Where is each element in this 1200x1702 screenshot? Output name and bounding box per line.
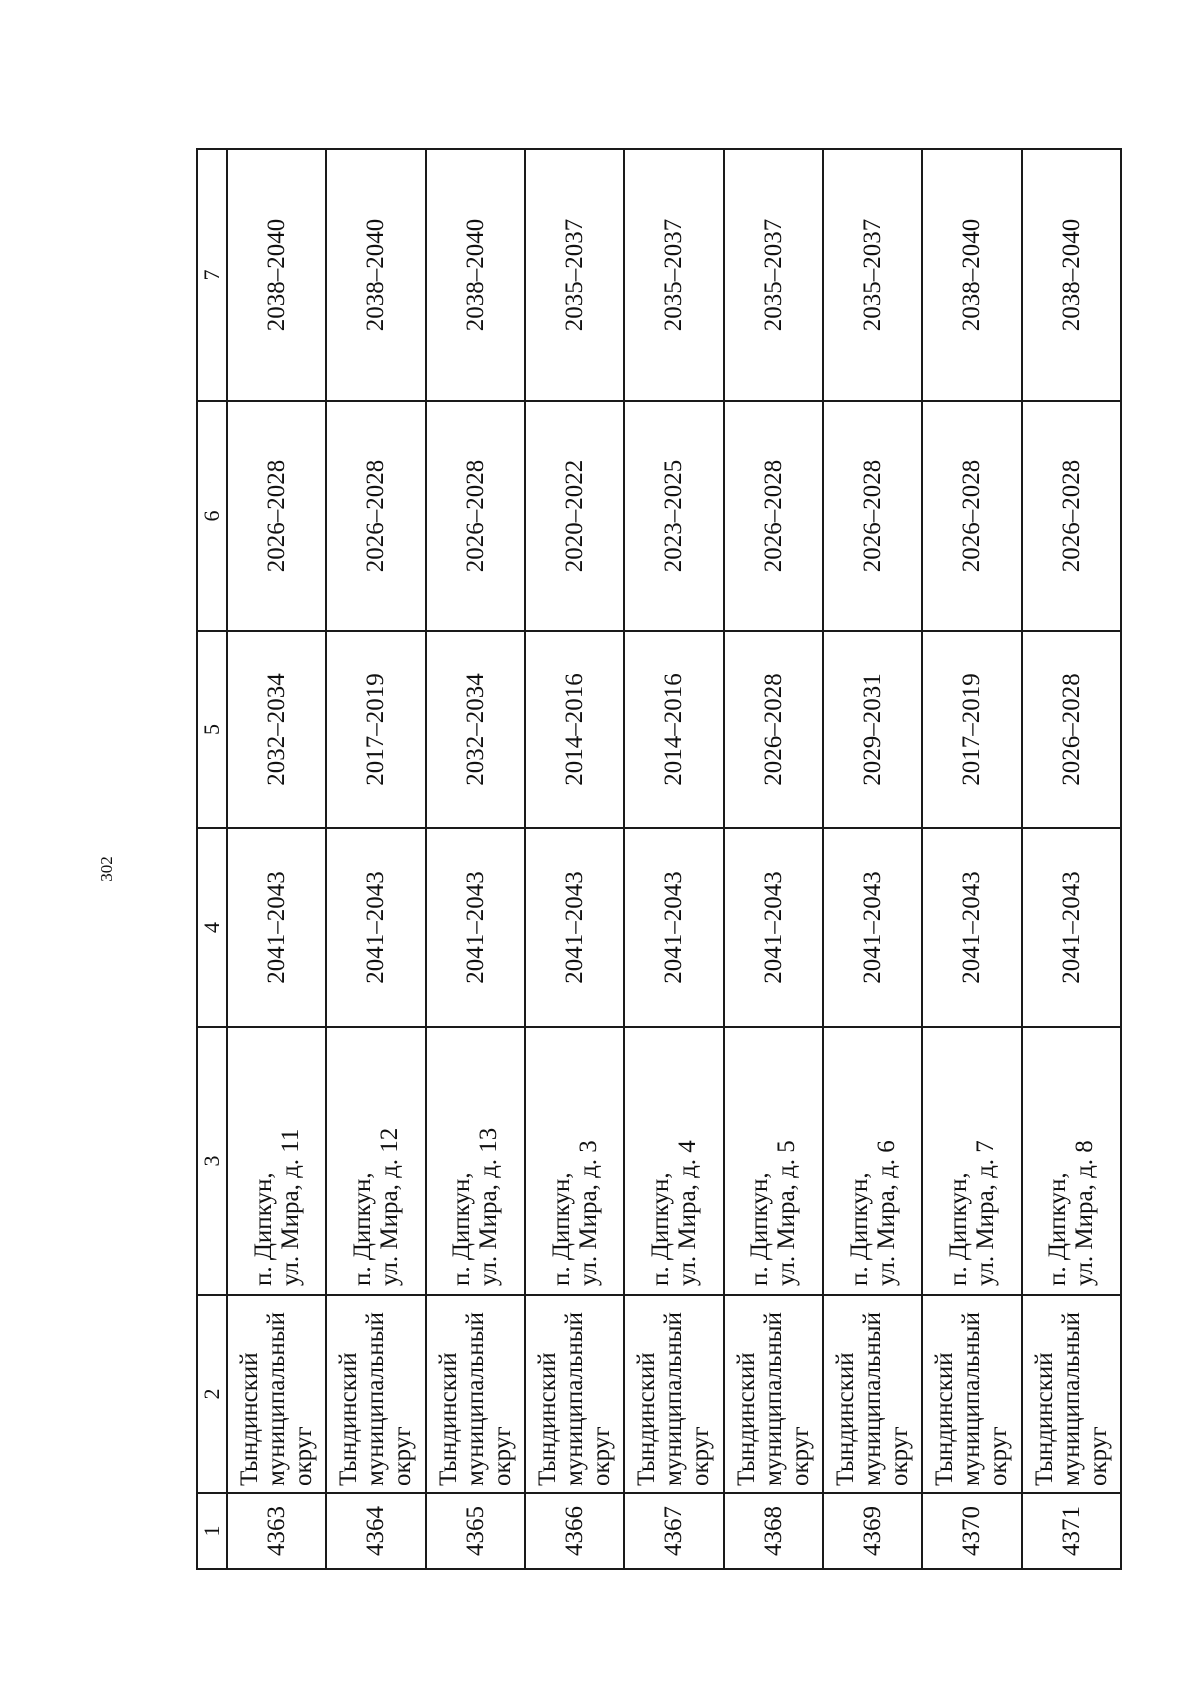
address-line: ул. Мира, д. 13 xyxy=(475,1127,503,1286)
col4-cell: 2041–2043 xyxy=(724,828,823,1027)
col5-cell: 2029–2031 xyxy=(823,631,922,828)
col7-cell: 2035–2037 xyxy=(624,149,723,401)
district-line: муниципальный xyxy=(561,1312,589,1486)
address-line: ул. Мира, д. 3 xyxy=(574,1140,602,1286)
header-cell-3: 3 xyxy=(197,1027,227,1295)
col6-cell: 2026–2028 xyxy=(922,401,1021,631)
district-line: муниципальный xyxy=(759,1312,787,1486)
address-cell xyxy=(426,1027,525,1295)
col7-cell: 2035–2037 xyxy=(525,149,624,401)
header-cell-7: 7 xyxy=(197,149,227,401)
page-number: 302 xyxy=(97,856,116,882)
address-line: ул. Мира, д. 4 xyxy=(673,1140,701,1286)
district-line: округ xyxy=(389,1426,417,1486)
col4-cell: 2041–2043 xyxy=(1022,828,1121,1027)
col5-cell: 2032–2034 xyxy=(227,631,326,828)
district-line: Тындинский xyxy=(832,1352,860,1486)
col4-cell: 2041–2043 xyxy=(922,828,1021,1027)
district-cell xyxy=(525,1295,624,1493)
col7-cell: 2038–2040 xyxy=(922,149,1021,401)
col4-cell: 2041–2043 xyxy=(823,828,922,1027)
header-cell-4: 4 xyxy=(197,828,227,1027)
district-line: муниципальный xyxy=(958,1312,986,1486)
table-row xyxy=(724,149,823,1569)
district-cell xyxy=(426,1295,525,1493)
row-id: 4365 xyxy=(426,1493,525,1569)
address-cell xyxy=(922,1027,1021,1295)
address-line: п. Дипкун, xyxy=(845,1172,873,1286)
row-id: 4363 xyxy=(227,1493,326,1569)
address-line: п. Дипкун, xyxy=(249,1172,277,1286)
row-id: 4368 xyxy=(724,1493,823,1569)
district-line: муниципальный xyxy=(859,1312,887,1486)
district-line: округ xyxy=(1084,1426,1112,1486)
rotated-table-container xyxy=(196,150,1122,1570)
district-cell xyxy=(922,1295,1021,1493)
address-line: п. Дипкун, xyxy=(348,1172,376,1286)
col7-cell: 2038–2040 xyxy=(426,149,525,401)
col5-cell: 2014–2016 xyxy=(525,631,624,828)
address-line: ул. Мира, д. 8 xyxy=(1071,1140,1099,1286)
col4-cell: 2041–2043 xyxy=(624,828,723,1027)
address-line: ул. Мира, д. 6 xyxy=(872,1140,900,1286)
address-line: ул. Мира, д. 11 xyxy=(276,1128,304,1286)
col5-cell: 2017–2019 xyxy=(922,631,1021,828)
table-body xyxy=(227,149,1121,1569)
address-cell xyxy=(1022,1027,1121,1295)
district-cell xyxy=(1022,1295,1121,1493)
col7-cell: 2038–2040 xyxy=(326,149,425,401)
district-line: округ xyxy=(886,1426,914,1486)
address-line: ул. Мира, д. 12 xyxy=(375,1127,403,1286)
col6-cell: 2020–2022 xyxy=(525,401,624,631)
address-line: п. Дипкун, xyxy=(448,1172,476,1286)
row-id: 4366 xyxy=(525,1493,624,1569)
district-line: Тындинский xyxy=(236,1352,264,1486)
district-line: округ xyxy=(985,1426,1013,1486)
district-line: округ xyxy=(588,1426,616,1486)
district-line: округ xyxy=(786,1426,814,1486)
table-row xyxy=(426,149,525,1569)
district-line: муниципальный xyxy=(263,1312,291,1486)
district-cell xyxy=(227,1295,326,1493)
table-row xyxy=(1022,149,1121,1569)
district-line: Тындинский xyxy=(633,1352,661,1486)
col5-cell: 2026–2028 xyxy=(724,631,823,828)
col4-cell: 2041–2043 xyxy=(326,828,425,1027)
row-id: 4364 xyxy=(326,1493,425,1569)
col6-cell: 2026–2028 xyxy=(724,401,823,631)
district-cell xyxy=(724,1295,823,1493)
address-cell xyxy=(823,1027,922,1295)
district-cell xyxy=(624,1295,723,1493)
col6-cell: 2026–2028 xyxy=(426,401,525,631)
data-table xyxy=(196,148,1122,1570)
table-header xyxy=(197,149,227,1569)
district-line: муниципальный xyxy=(461,1312,489,1486)
district-line: Тындинский xyxy=(434,1352,462,1486)
address-cell xyxy=(326,1027,425,1295)
district-line: муниципальный xyxy=(362,1312,390,1486)
col7-cell: 2038–2040 xyxy=(227,149,326,401)
address-line: ул. Мира, д. 7 xyxy=(971,1140,999,1286)
header-cell-6: 6 xyxy=(197,401,227,631)
header-cell-1: 1 xyxy=(197,1493,227,1569)
col4-cell: 2041–2043 xyxy=(525,828,624,1027)
district-cell xyxy=(823,1295,922,1493)
col6-cell: 2023–2025 xyxy=(624,401,723,631)
row-id: 4370 xyxy=(922,1493,1021,1569)
col4-cell: 2041–2043 xyxy=(227,828,326,1027)
table-row xyxy=(922,149,1021,1569)
row-id: 4369 xyxy=(823,1493,922,1569)
col7-cell: 2035–2037 xyxy=(724,149,823,401)
col6-cell: 2026–2028 xyxy=(227,401,326,631)
header-cell-5: 5 xyxy=(197,631,227,828)
col6-cell: 2026–2028 xyxy=(1022,401,1121,631)
row-id: 4371 xyxy=(1022,1493,1121,1569)
district-line: Тындинский xyxy=(1030,1352,1058,1486)
district-line: округ xyxy=(687,1426,715,1486)
district-cell xyxy=(326,1295,425,1493)
address-line: п. Дипкун, xyxy=(547,1172,575,1286)
address-line: п. Дипкун, xyxy=(1044,1172,1072,1286)
table-row xyxy=(525,149,624,1569)
address-line: ул. Мира, д. 5 xyxy=(773,1140,801,1286)
col7-cell: 2035–2037 xyxy=(823,149,922,401)
address-line: п. Дипкун, xyxy=(944,1172,972,1286)
address-cell xyxy=(624,1027,723,1295)
district-line: муниципальный xyxy=(660,1312,688,1486)
table-row xyxy=(624,149,723,1569)
address-cell xyxy=(525,1027,624,1295)
col7-cell: 2038–2040 xyxy=(1022,149,1121,401)
district-line: Тындинский xyxy=(534,1352,562,1486)
col5-cell: 2014–2016 xyxy=(624,631,723,828)
table-row xyxy=(326,149,425,1569)
table-row xyxy=(227,149,326,1569)
address-cell xyxy=(724,1027,823,1295)
col5-cell: 2032–2034 xyxy=(426,631,525,828)
district-line: муниципальный xyxy=(1057,1312,1085,1486)
address-line: п. Дипкун, xyxy=(646,1172,674,1286)
col6-cell: 2026–2028 xyxy=(823,401,922,631)
row-id: 4367 xyxy=(624,1493,723,1569)
district-line: округ xyxy=(488,1426,516,1486)
district-line: округ xyxy=(290,1426,318,1486)
header-row xyxy=(197,149,227,1569)
district-line: Тындинский xyxy=(335,1352,363,1486)
header-cell-2: 2 xyxy=(197,1295,227,1493)
table-row xyxy=(823,149,922,1569)
col5-cell: 2017–2019 xyxy=(326,631,425,828)
district-line: Тындинский xyxy=(931,1352,959,1486)
col4-cell: 2041–2043 xyxy=(426,828,525,1027)
district-line: Тындинский xyxy=(732,1352,760,1486)
col5-cell: 2026–2028 xyxy=(1022,631,1121,828)
col6-cell: 2026–2028 xyxy=(326,401,425,631)
address-cell xyxy=(227,1027,326,1295)
address-line: п. Дипкун, xyxy=(746,1172,774,1286)
